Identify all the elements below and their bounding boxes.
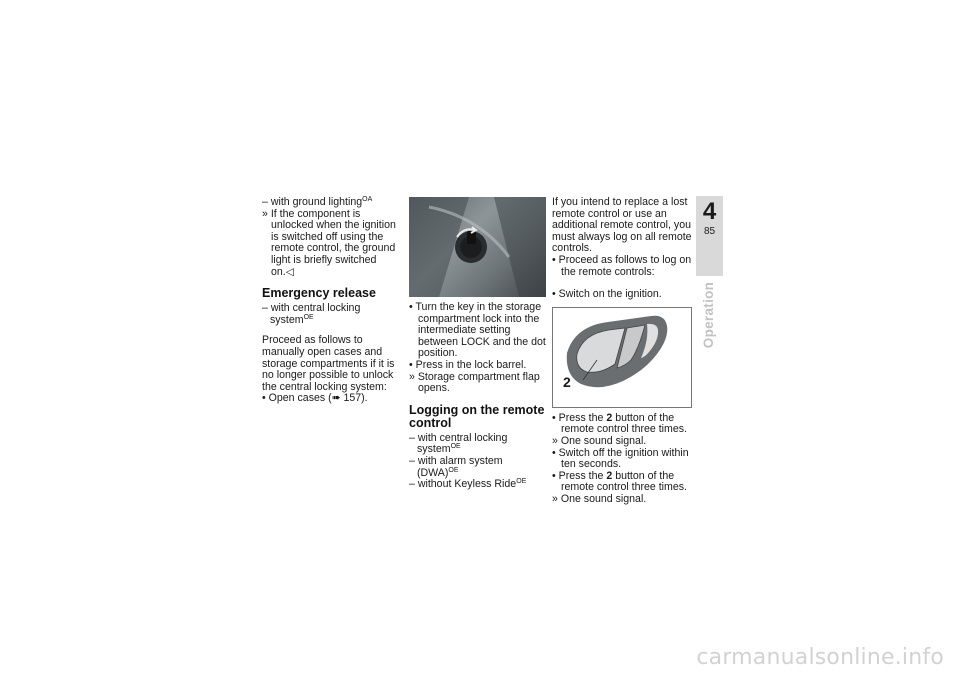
section-heading: Emergency release bbox=[262, 286, 376, 301]
instruction-item: • Switch off the ignition within ten seconds. bbox=[552, 448, 692, 471]
watermark: carmanualsonline.info bbox=[696, 645, 944, 670]
instruction-item: • Press in the lock barrel. bbox=[409, 360, 546, 372]
column-1 bbox=[262, 197, 400, 405]
body-paragraph: Proceed as follows to manually open cases and storage compartments if it is no longer possible to unlock the central locking system: bbox=[262, 334, 395, 393]
storage-lock-photo bbox=[409, 197, 546, 297]
chapter-number: 4 bbox=[702, 198, 717, 225]
instruction-item: • Press the 2 button of the remote control three times. bbox=[552, 413, 692, 436]
condition-item: – with central locking system$^{OE}$ bbox=[262, 303, 400, 326]
column-2 bbox=[409, 197, 546, 491]
instruction-item: • Open cases (➠ 157). bbox=[262, 393, 400, 405]
instruction-item: • Switch on the ignition. bbox=[552, 289, 692, 301]
result-item: » One sound signal. bbox=[552, 494, 692, 506]
page-number: 85 bbox=[703, 226, 716, 237]
section-heading: Logging on the remote control bbox=[409, 402, 545, 430]
column-3 bbox=[552, 197, 692, 506]
body-paragraph: If you intend to replace a lost remote control or use an additional remote control, you must always log on all remote controls. bbox=[552, 196, 692, 255]
storage-lock-illustration bbox=[409, 197, 546, 297]
instruction-item: • Turn the key in the storage compartment lock into the intermediate setting between LOCK and the dot position. bbox=[409, 302, 546, 360]
condition-item: – without Keyless Ride$^{OE}$ bbox=[409, 479, 546, 491]
condition-item: – with central locking system$^{OE}$ bbox=[409, 433, 546, 456]
instruction-item: • Press the 2 button of the remote control three times. bbox=[552, 471, 692, 494]
condition-item: – with ground lighting$^{OA}$ bbox=[262, 197, 400, 209]
remote-control-illustration bbox=[553, 308, 691, 407]
result-item: » If the component is unlocked when the ignition is switched off using the remote control, the ground light is briefly switched on.◁ bbox=[262, 209, 400, 279]
instruction-item: • Proceed as follows to log on the remote controls: bbox=[552, 255, 692, 278]
chapter-label: Operation bbox=[701, 281, 716, 349]
result-item: » One sound signal. bbox=[552, 436, 692, 448]
condition-item: – with alarm system (DWA)$^{OE}$ bbox=[409, 456, 546, 479]
remote-control-figure bbox=[552, 307, 692, 408]
figure-callout-2: 2 bbox=[563, 373, 571, 390]
result-item: » Storage compartment flap opens. bbox=[409, 372, 546, 395]
